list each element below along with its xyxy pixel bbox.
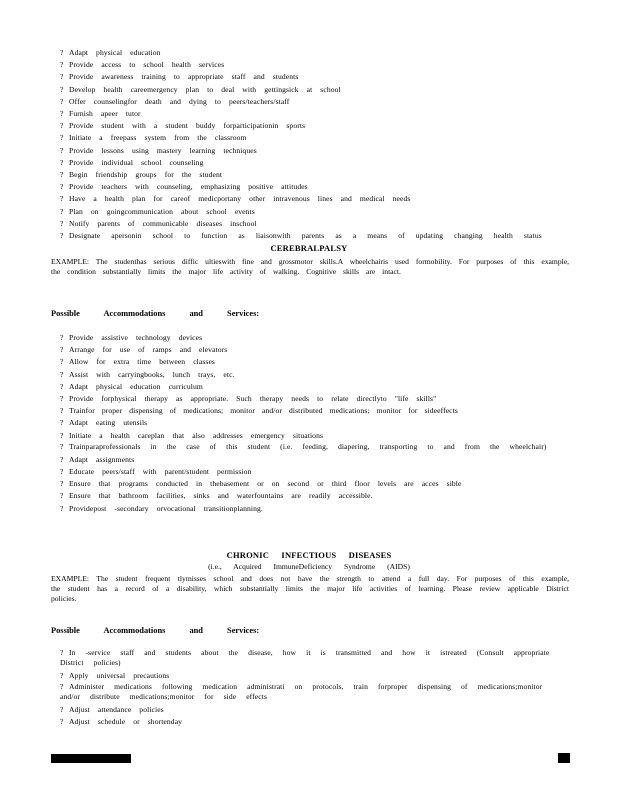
footer-bar-left bbox=[51, 754, 131, 763]
bullet: ? bbox=[60, 133, 64, 143]
bullet: ? bbox=[60, 333, 64, 342]
bullet: ? bbox=[60, 479, 64, 489]
list-item: ? Provide forphysical therapy as appropriate. Such therapy needs to relate directlyto "life skills" bbox=[60, 393, 560, 405]
bullet: ? bbox=[60, 194, 64, 204]
bullet: ? bbox=[60, 72, 64, 82]
accommodations-list-chronic bbox=[60, 648, 560, 729]
list-item: ? Educate peers/staff with parent/student permission bbox=[60, 466, 560, 478]
bullet: ? bbox=[60, 491, 64, 501]
section-title-accommodations-chronic: Possible Accommodations and Services: bbox=[51, 626, 260, 635]
chronic-diseases-example: EXAMPLE: The student frequent tlymisses school and does not have the strength to attend a full day. For purposes of this example, the student has a record of a disability, which substantially limits the major life activities of learning. Please review applicable District policies. bbox=[51, 574, 569, 604]
bullet: ? bbox=[60, 170, 64, 180]
bullet: ? bbox=[60, 467, 64, 477]
list-item: ? Adapt eating utensils bbox=[60, 417, 560, 429]
list-item: ? Provide lessons using mastery learning techniques bbox=[60, 145, 560, 157]
bullet: ? bbox=[60, 381, 64, 391]
chronic-diseases-heading: CHRONIC INFECTIOUS DISEASES bbox=[226, 550, 392, 560]
list-item: ? Provide individual school counseling bbox=[60, 157, 560, 169]
list-item: ? Arrange for use of ramps and elevators bbox=[60, 344, 560, 356]
list-item: ? Adapt physical education curriculum bbox=[60, 381, 560, 393]
bullet: ? bbox=[60, 441, 64, 451]
list-item: ? Adapt assignments bbox=[60, 454, 560, 466]
bullet: ? bbox=[60, 145, 64, 155]
list-item: ? In -service staff and students about the disease, how it is transmitted and how it istreated (Consult appropriate District policies) bbox=[60, 648, 550, 667]
list-item: ? Adjust attendance policies bbox=[60, 704, 560, 716]
bullet: ? bbox=[60, 682, 64, 692]
bullet: ? bbox=[60, 96, 64, 106]
list-item: ? Adjust schedule or shortenday bbox=[60, 716, 560, 728]
list-item: ? Offer counselingfor death and dying to peers/teachers/staff bbox=[60, 96, 560, 108]
list-item: ? Allow for extra time between classes bbox=[60, 356, 560, 368]
list-item: ? Trainfor proper dispensing of medications; monitor and/or distributed medications; monitor for sideeffects bbox=[60, 405, 560, 417]
list-item: ? Designate apersonin school to function as liaisonwith parents as a means of updating changing health status bbox=[60, 230, 560, 242]
bullet: ? bbox=[60, 84, 64, 94]
bullet: ? bbox=[60, 430, 64, 440]
list-item: ? Provide awareness training to appropriate staff and students bbox=[60, 71, 560, 83]
list-item: ? Ensure that programs conducted in thebasement or on second or third floor levels are acces sible bbox=[60, 478, 560, 490]
chronic-diseases-subheading: (i.e., Acquired ImmuneDeficiency Syndrome (AIDS) bbox=[208, 562, 410, 571]
list-item: ? Provide access to school health services bbox=[60, 59, 560, 71]
list-item: ? Begin friendship groups for the student bbox=[60, 169, 560, 181]
bullet: ? bbox=[60, 418, 64, 428]
bullet: ? bbox=[60, 406, 64, 416]
list-item: ? Apply universal precautions bbox=[60, 670, 560, 682]
list-item: ? Have a health plan for careof medicportany other intravenous lines and medical needs bbox=[60, 193, 560, 205]
accommodations-list-general bbox=[60, 47, 560, 242]
bullet: ? bbox=[60, 218, 64, 228]
list-item: ? Providepost -secondary orvocational transitionplanning. bbox=[60, 503, 560, 515]
bullet: ? bbox=[60, 157, 64, 167]
bullet: ? bbox=[60, 121, 64, 131]
bullet: ? bbox=[60, 705, 64, 715]
list-item: ? Provide teachers with counseling, emphasizing positive attitudes bbox=[60, 181, 560, 193]
bullet: ? bbox=[60, 369, 64, 379]
bullet: ? bbox=[60, 671, 64, 680]
cerebral-palsy-example: EXAMPLE: The studenthas serious diffic ultieswith fine and grossmotor skills.A wheelchairis used formobility. For purposes of this example, the condition substantially limits the major life activity of walking. Cognitive skills are intact. bbox=[51, 257, 569, 277]
list-item: ? Ensure that bathroom facilities, sinks and waterfountains are readily accessible. bbox=[60, 490, 560, 502]
bullet: ? bbox=[60, 717, 64, 727]
bullet: ? bbox=[60, 357, 64, 367]
list-item: ? Trainparaprofessionals in the case of this student (i.e. feeding, diapering, transporting to and from the wheelchair) bbox=[60, 441, 547, 451]
list-item: ? Initiate a health careplan that also addresses emergency situations bbox=[60, 430, 560, 442]
list-item: ? Provide student with a student buddy forparticipationin sports bbox=[60, 120, 560, 132]
accommodations-list-cerebral-palsy bbox=[60, 332, 560, 515]
cerebral-palsy-heading: CEREBRALPALSY bbox=[270, 243, 348, 253]
list-item: ? Initiate a freepass system from the classroom bbox=[60, 132, 560, 144]
list-item: ? Notify parents of communicable diseases inschool bbox=[60, 218, 560, 230]
bullet: ? bbox=[60, 206, 64, 216]
list-item: ? Plan on goingcommunication about school events bbox=[60, 206, 560, 218]
section-title-accommodations-cp: Possible Accommodations and Services: bbox=[51, 309, 260, 318]
list-item: ? Assist with carryingbooks, lunch trays, etc. bbox=[60, 369, 560, 381]
list-item: ? Provide assistive technology devices bbox=[60, 332, 560, 344]
bullet: ? bbox=[60, 648, 64, 657]
bullet: ? bbox=[60, 231, 64, 241]
bullet: ? bbox=[60, 48, 64, 57]
bullet: ? bbox=[60, 345, 64, 355]
list-item: ? Adapt physical education bbox=[60, 47, 560, 59]
bullet: ? bbox=[60, 394, 64, 404]
bullet: ? bbox=[60, 109, 64, 119]
list-item: ? Administer medications following medication administrati on protocols, train forproper dispensing of medications;monitor and/or distribute medications;monitor for side effects bbox=[60, 682, 543, 702]
footer-bar-right bbox=[558, 753, 570, 763]
list-item: ? Furnish apeer tutor bbox=[60, 108, 560, 120]
bullet: ? bbox=[60, 60, 64, 70]
list-item: ? Develop health careemergency plan to deal with gettingsick at school bbox=[60, 84, 560, 96]
bullet: ? bbox=[60, 182, 64, 192]
bullet: ? bbox=[60, 503, 64, 513]
bullet: ? bbox=[60, 454, 64, 464]
